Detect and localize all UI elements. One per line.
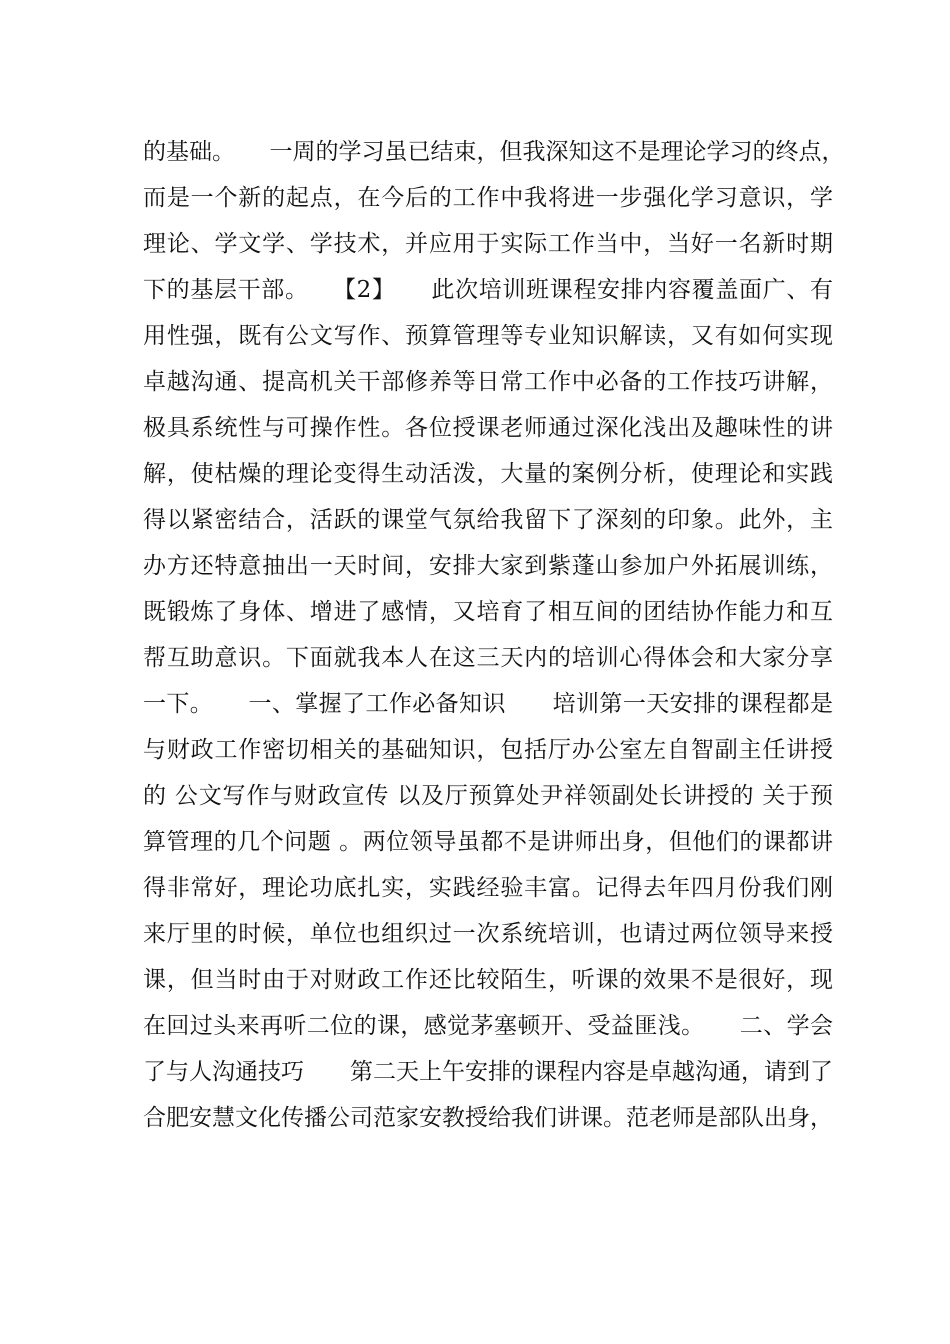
text-line: 办方还特意抽出一天时间，安排大家到紫蓬山参加户外拓展训练， — [143, 553, 833, 579]
body-text — [143, 129, 845, 1141]
text-line: 既锻炼了身体、增进了感情，又培育了相互间的团结协作能力和互 — [143, 599, 833, 625]
text-line: 与财政工作密切相关的基础知识，包括厅办公室左自智副主任讲授 — [143, 737, 833, 763]
text-line: 的 公文写作与财政宣传 以及厅预算处尹祥领副处长讲授的 关于预 — [143, 783, 833, 809]
text-line: 算管理的几个问题 。两位领导虽都不是讲师出身，但他们的课都讲 — [143, 829, 833, 855]
text-line: 来厅里的时候，单位也组织过一次系统培训，也请过两位领导来授 — [143, 921, 833, 947]
text-line: 合肥安慧文化传播公司范家安教授给我们讲课。范老师是部队出身， — [143, 1105, 833, 1131]
text-line: 下的基层干部。 【2】 此次培训班课程安排内容覆盖面广、有 — [143, 277, 833, 303]
text-line: 得以紧密结合，活跃的课堂气氛给我留下了深刻的印象。此外，主 — [143, 507, 833, 533]
text-line: 一下。 一、掌握了工作必备知识 培训第一天安排的课程都是 — [143, 691, 833, 717]
text-line: 帮互助意识。下面就我本人在这三天内的培训心得体会和大家分享 — [143, 645, 833, 671]
text-line: 了与人沟通技巧 第二天上午安排的课程内容是卓越沟通，请到了 — [143, 1059, 833, 1085]
text-line: 用性强，既有公文写作、预算管理等专业知识解读，又有如何实现 — [143, 323, 833, 349]
text-line: 极具系统性与可操作性。各位授课老师通过深化浅出及趣味性的讲 — [143, 415, 833, 441]
text-line: 理论、学文学、学技术，并应用于实际工作当中，当好一名新时期 — [143, 231, 833, 257]
text-line: 课，但当时由于对财政工作还比较陌生，听课的效果不是很好，现 — [143, 967, 833, 993]
text-line: 解，使枯燥的理论变得生动活泼，大量的案例分析，使理论和实践 — [143, 461, 833, 487]
text-line: 卓越沟通、提高机关干部修养等日常工作中必备的工作技巧讲解， — [143, 369, 833, 395]
text-line: 的基础。 一周的学习虽已结束，但我深知这不是理论学习的终点， — [143, 139, 845, 165]
text-line: 在回过头来再听二位的课，感觉茅塞顿开、受益匪浅。 二、学会 — [143, 1013, 833, 1039]
text-line: 而是一个新的起点，在今后的工作中我将进一步强化学习意识，学 — [143, 185, 833, 211]
text-line: 得非常好，理论功底扎实，实践经验丰富。记得去年四月份我们刚 — [143, 875, 833, 901]
